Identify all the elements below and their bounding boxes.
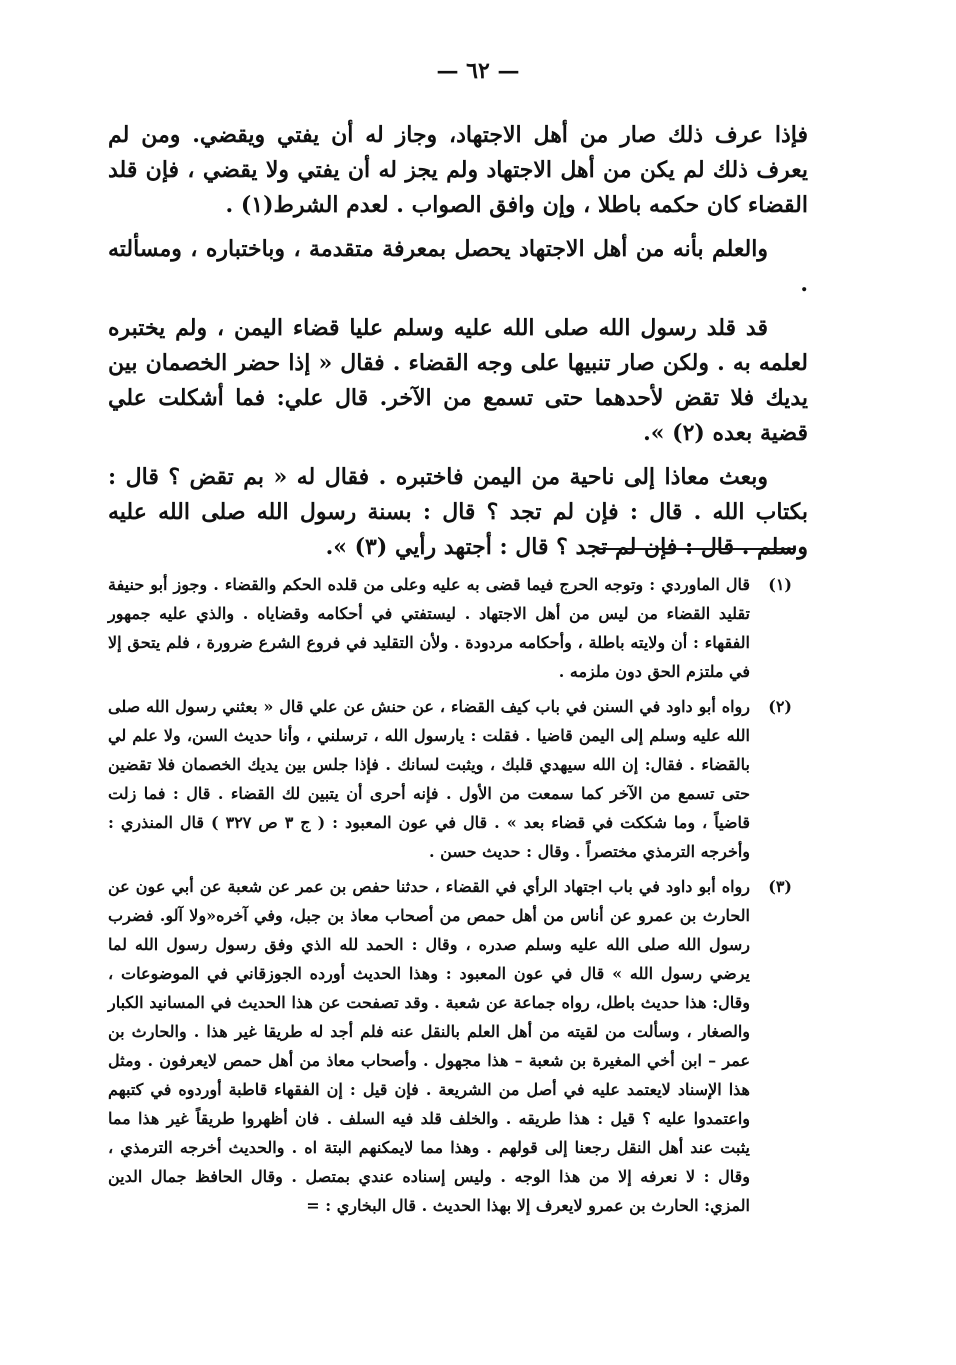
footnote-number: (٢) — [768, 697, 792, 716]
paragraph-3: قد قلد رسول الله صلى الله عليه وسلم عليا قضاء اليمن ، ولم يختبره لعلمه به . ولكن صار تنبيها على وجه القضاء . فقال « إذا حضر الخصمان بين يديك فلا تقض لأحدهما حتى تسمع من الآخر. قال علي: فما أشكلت علي قضية بعده (٢) ». — [108, 315, 808, 446]
footnote-number: (١) — [768, 575, 792, 594]
footnote-text: رواه أبو داود في السنن في باب كيف القضاء ، عن حنش عن علي قال « بعثني رسول الله صلى الله عليه وسلم إلى اليمن قاضيا . فقلت : يارسول الله ، ترسلني ، وأنا حديث السن، ولا علم لي بالقضاء . فقال: إن الله سيهدي قلبك ، ويثبت لسانك . فإذا جلس بين يديك الخصمان فلا تقضين حتى تسمع من الآخر كما سمعت من الأول . فإنه أحرى أن يتبين لك القضاء . قال : فما زلت قاضياً ، وما شككت في قضاء بعد » . قال في عون المعبود : ( ج ٣ ص ٣٢٧ ) قال المنذري : وأخرجه الترمذي مختصراً . وقال : حديث حسن . — [108, 697, 751, 861]
page-number: — ٦٢ — — [436, 58, 520, 84]
paragraph-2: والعلم بأنه من أهل الاجتهاد يحصل بمعرفة متقدمة ، وباختباره ، ومسألته . — [108, 236, 808, 297]
footnotes — [108, 570, 792, 1226]
footnote-number: (٣) — [768, 877, 792, 896]
footnote-2 — [108, 692, 792, 866]
footnote-text: قال الماوردي : وتوجه الحرج فيما قضى به عليه وعلى من قلده الحكم والقضاء . وجوز أبو حنيفة تقليد القضاء من ليس من أهل الاجتهاد . ليستفتي في أحكامه وقضاياه . والذي عليه جمهور الفقهاء : أن ولايته باطلة ، وأحكامه مردودة . ولأن التقليد في فروع الشرع ضرورة ، فلم يتحق إلا في ملتزم الحق دون ملزمه . — [108, 575, 751, 681]
main-text — [108, 118, 808, 574]
footnote-text: رواه أبو داود في باب اجتهاد الرأي في القضاء ، حدثنا حفص بن عمر عن شعبة عن أبي عون عن الحارث بن عمرو عن أناس من أهل حمص من أصحاب معاذ بن جبل، وفي آخره«ولا آلو. فضرب رسول الله صلى الله عليه وسلم صدره ، وقال : الحمد لله الذي وفق رسول رسول الله لما يرضي رسول الله » قال في عون المعبود : وهذا الحديث أورده الجوزقاني في الموضوعات ، وقال: هذا حديث باطل، رواه جماعة عن شعبة . وقد تصفحت عن هذا الحديث في المسانيد الكبار والصغار ، وسألت من لقيته من أهل العلم بالنقل عنه فلم أجد له طريقا غير هذا . والحارث بن عمر – ابن أخي المغيرة بن شعبة – هذا مجهول . وأصحاب معاذ من أهل حمص لايعرفون . ومثل هذا الإسناد لايعتمد عليه في أصل من الشريعة . فإن قيل : إن الفقهاء قاطبة أوردوه في كتبهم واعتمدوا عليه ؟ قيل : هذا طريقه . والخلف قلد فيه السلف . فان أظهروا طريقاً غير هذا مما يثبت عند أهل النقل رجعنا إلى قولهم . وهذا مما لايمكنهم البتة اه . والحديث أخرجه الترمذي ، وقال : لا نعرفه إلا من هذا الوجه . وليس إسناده عندي بمتصل . وقال الحافظ جمال الدين المزي: الحارث بن عمرو لايعرف إلا بهذا الحديث . قال البخاري : = — [108, 877, 751, 1215]
paragraph-1: فإذا عرف ذلك صار من أهل الاجتهاد، وجاز له أن يفتي ويقضي. ومن لم يعرف ذلك لم يكن من أهل الاجتهاد ولم يجز له أن يفتي ولا يقضي ، فإن قلد القضاء كان حكمه باطلا ، وإن وافق الصواب . لعدم الشرط(١) . — [108, 122, 808, 218]
paragraph-4: وبعث معاذا إلى ناحية من اليمن فاختبره . فقال له « بم تقض ؟ قال : بكتاب الله . قال : فإن لم تجد ؟ قال : بسنة رسول الله صلى الله عليه وسلم . قال : فإن لم تجد ؟ قال : أجتهد رأيي (٣) ». — [108, 464, 808, 560]
footnote-divider — [598, 548, 796, 550]
footnote-1 — [108, 570, 792, 686]
footnote-3 — [108, 872, 792, 1220]
